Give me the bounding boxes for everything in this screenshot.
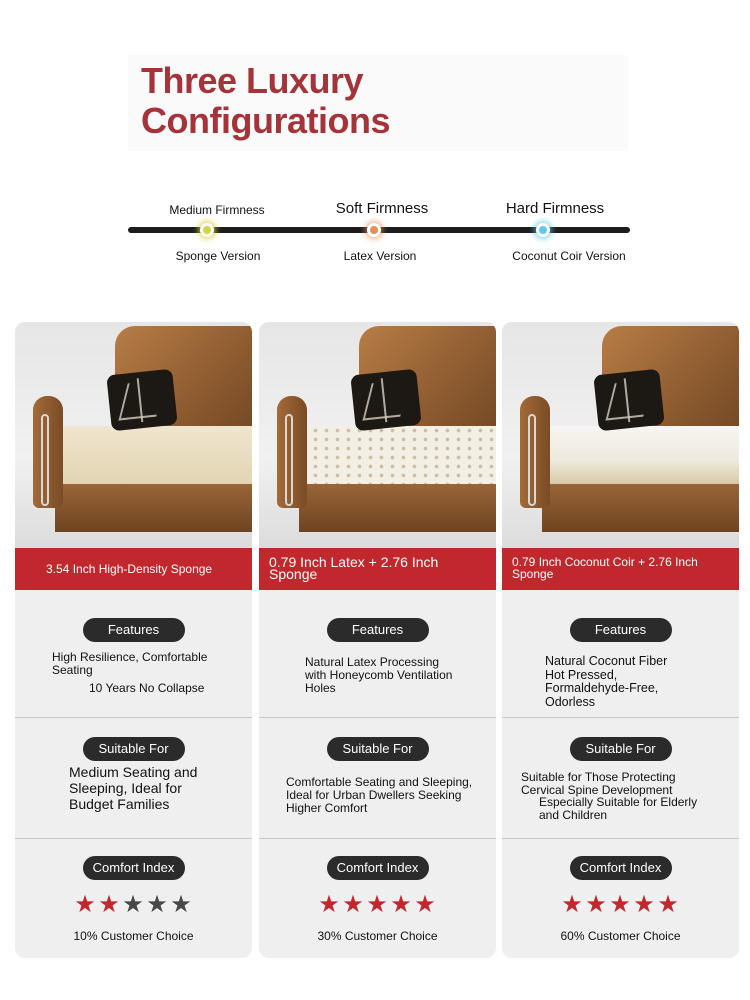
divider (502, 717, 739, 718)
star-rating (15, 892, 252, 918)
comfort-index-badge: Comfort Index (83, 856, 185, 880)
cushion-spec: 0.79 Inch Latex + 2.76 Inch Sponge (269, 554, 439, 582)
slider-dot-hard (536, 223, 550, 237)
pillow (593, 369, 664, 432)
slider-dot-medium (200, 223, 214, 237)
features-badge: Features (83, 618, 185, 642)
star-filled-icon: ★ (414, 891, 437, 918)
divider (259, 717, 496, 718)
title-block (128, 55, 628, 151)
star-filled-icon: ★ (366, 891, 389, 918)
star-filled-icon: ★ (609, 891, 632, 918)
feature-text: Natural Coconut Fiber Hot Pressed, Formaldehyde-Free, Odorless (545, 654, 668, 709)
feature-text: High Resilience, Comfortable Seating (52, 650, 208, 677)
divider (15, 838, 252, 839)
cushion-banner (15, 548, 252, 590)
customer-choice: 30% Customer Choice (317, 929, 438, 943)
star-filled-icon: ★ (318, 891, 341, 918)
star-empty-icon: ★ (122, 891, 145, 918)
config-card-coir (502, 322, 739, 958)
config-card-sponge (15, 322, 252, 958)
firmness-label-soft: Soft Firmness (335, 200, 429, 217)
customer-choice: 60% Customer Choice (560, 929, 681, 943)
feature-text: 10 Years No Collapse (89, 681, 205, 695)
features-badge: Features (570, 618, 672, 642)
firmness-label-medium: Medium Firmness (169, 203, 265, 217)
star-rating (259, 892, 496, 918)
sofa-photo-sponge (15, 322, 252, 548)
divider (15, 717, 252, 718)
star-filled-icon: ★ (98, 891, 121, 918)
pillow (350, 369, 421, 432)
suitable-text: Comfortable Seating and Sleeping, Ideal for Urban Dwellers Seeking Higher Comfort (286, 775, 473, 815)
cushion-banner (502, 548, 739, 590)
suitable-text: Medium Seating and Sleeping, Ideal for Budget Families (69, 764, 198, 812)
coir-cushion (542, 426, 739, 484)
pillow (106, 369, 177, 432)
divider (259, 838, 496, 839)
latex-cushion (299, 426, 496, 484)
star-filled-icon: ★ (74, 891, 97, 918)
star-empty-icon: ★ (146, 891, 169, 918)
firmness-label-hard: Hard Firmness (505, 200, 605, 217)
version-label-sponge: Sponge Version (175, 249, 261, 263)
suitable-text: Suitable for Those Protecting Cervical Spine Development (521, 770, 676, 797)
star-rating (502, 892, 739, 918)
comfort-index-badge: Comfort Index (327, 856, 429, 880)
page-title-line-1: Three Luxury (141, 60, 364, 101)
cushion-spec: 3.54 Inch High-Density Sponge (46, 562, 213, 576)
star-filled-icon: ★ (561, 891, 584, 918)
slider-dot-soft (367, 223, 381, 237)
feature-text: Natural Latex Processing with Honeycomb Ventilation Holes (305, 655, 453, 695)
divider (502, 838, 739, 839)
comfort-index-badge: Comfort Index (570, 856, 672, 880)
suitable-for-badge: Suitable For (570, 737, 672, 761)
star-filled-icon: ★ (633, 891, 656, 918)
version-label-latex: Latex Version (343, 249, 417, 263)
star-filled-icon: ★ (657, 891, 680, 918)
config-card-latex (259, 322, 496, 958)
firmness-slider (128, 190, 630, 270)
suitable-for-badge: Suitable For (83, 737, 185, 761)
sofa-photo-latex (259, 322, 496, 548)
star-filled-icon: ★ (585, 891, 608, 918)
cushion-spec: 0.79 Inch Coconut Coir + 2.76 Inch Sponge (512, 555, 698, 581)
version-label-coir: Coconut Coir Version (512, 249, 626, 263)
features-badge: Features (327, 618, 429, 642)
customer-choice: 10% Customer Choice (73, 929, 194, 943)
star-filled-icon: ★ (390, 891, 413, 918)
suitable-text: Especially Suitable for Elderly and Children (539, 795, 698, 822)
star-filled-icon: ★ (342, 891, 365, 918)
cushion-banner (259, 548, 496, 590)
sofa-photo-coir (502, 322, 739, 548)
sponge-cushion (55, 426, 252, 484)
star-empty-icon: ★ (170, 891, 193, 918)
page-title-line-2: Configurations (141, 100, 390, 141)
suitable-for-badge: Suitable For (327, 737, 429, 761)
